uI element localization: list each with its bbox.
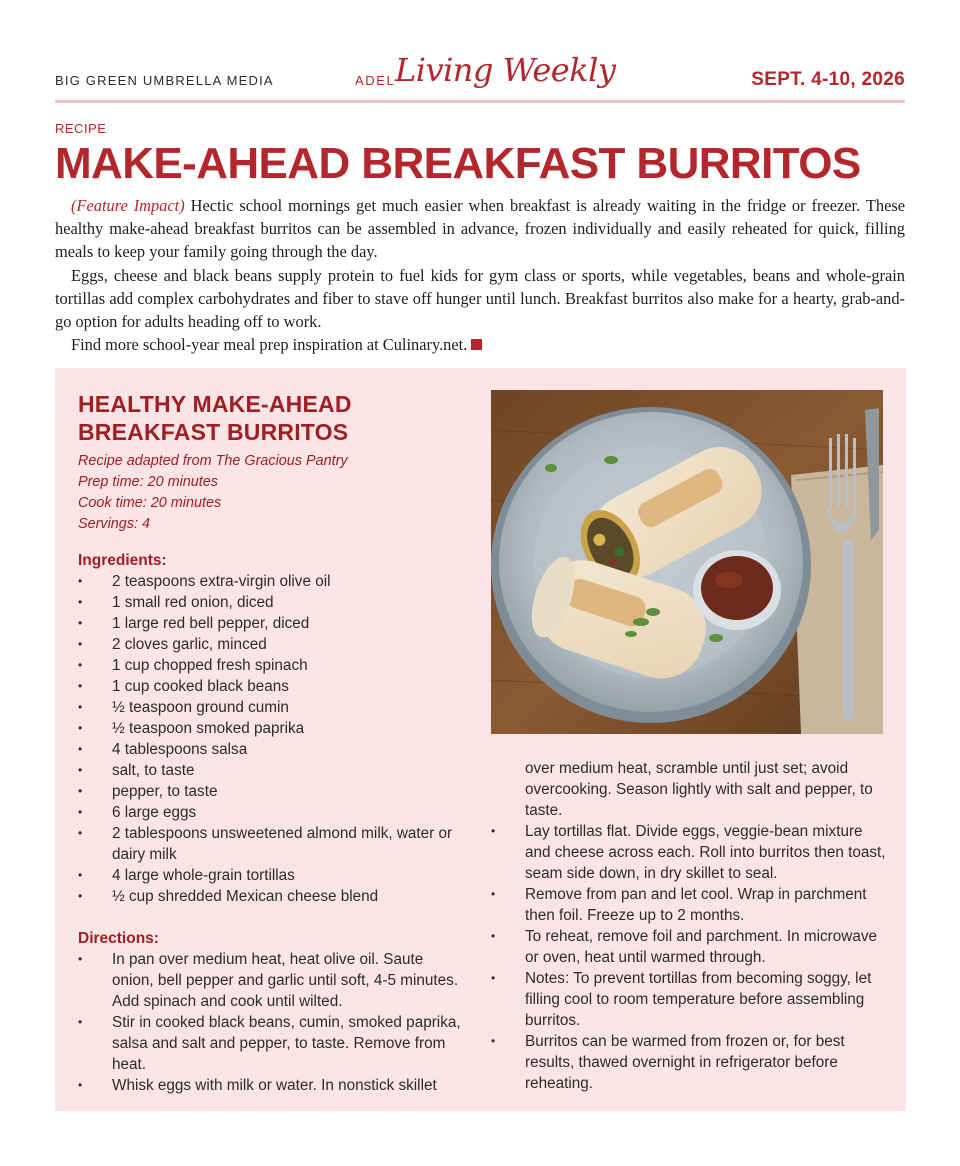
cook-time: Cook time: 20 minutes [78,495,222,511]
ingredient-item: • 2 cloves garlic, minced [78,634,468,655]
ingredient-item: • 4 tablespoons salsa [78,739,468,760]
direction-step: • Remove from pan and let cool. Wrap in parchment then foil. Freeze up to 2 months. [491,884,886,926]
ingredients-list [78,571,468,907]
issue-date: SEPT. 4-10, 2026 [751,69,905,90]
ingredients-heading: Ingredients: [78,552,167,569]
direction-step: • Notes: To prevent tortillas from becoming soggy, let filling cool to room temperature before assembling burritos. [491,968,886,1031]
ingredient-item: • ½ cup shredded Mexican cheese blend [78,886,468,907]
ingredient-item: • 1 cup chopped fresh spinach [78,655,468,676]
intro-paragraph-3: Find more school-year meal prep inspiration at Culinary.net. [55,333,905,356]
article-credit: (Feature Impact) [71,196,185,215]
ingredient-item: • 2 tablespoons unsweetened almond milk, water or dairy milk [78,823,468,865]
ingredient-item: • 1 large red bell pepper, diced [78,613,468,634]
section-kicker: RECIPE [55,121,107,136]
intro-paragraph-2: Eggs, cheese and black beans supply protein to fuel kids for gym class or sports, while vegetables, beans and whole-grain tortillas add complex carbohydrates and fiber to stave off hunger until lunch. Breakfast burritos also make for a hearty, grab-and-go option for adults heading off to work. [55,265,905,332]
publisher-name: BIG GREEN UMBRELLA MEDIA [55,73,274,88]
recipe-meta [78,451,348,535]
ingredient-item: • 2 teaspoons extra-virgin olive oil [78,571,468,592]
masthead-divider [55,100,905,103]
ingredient-item: • ½ teaspoon smoked paprika [78,718,468,739]
masthead [55,51,905,105]
ingredient-item: • salt, to taste [78,760,468,781]
direction-step: • Whisk eggs with milk or water. In nonstick skillet [78,1075,468,1096]
burrito-photo [491,390,883,734]
ingredient-item: • 6 large eggs [78,802,468,823]
recipe-panel [55,368,906,1111]
prep-time: Prep time: 20 minutes [78,474,218,490]
intro-paragraph-1: (Feature Impact) Hectic school mornings get much easier when breakfast is already waiting in the fridge or freezer. These healthy make-ahead breakfast burritos can be assembled in advance, frozen individually and easily reheated for quick, filling meals to keep your family going through the day. [55,196,905,262]
directions-list-left [78,949,468,1096]
direction-step: • Lay tortillas flat. Divide eggs, veggie-bean mixture and cheese across each. Roll into burritos then toast, seam side down, in dry skillet to seal. [491,821,886,884]
ingredient-item: • ½ teaspoon ground cumin [78,697,468,718]
end-mark-icon [471,339,482,350]
burrito-plate-image [491,390,883,734]
paper-script-logo: Living Weekly [395,51,616,89]
recipe-title: HEALTHY MAKE-AHEAD BREAKFAST BURRITOS [78,391,352,445]
ingredient-item: • 1 cup cooked black beans [78,676,468,697]
ingredient-item: • 4 large whole-grain tortillas [78,865,468,886]
ingredient-item: • pepper, to taste [78,781,468,802]
direction-step: • In pan over medium heat, heat olive oil. Saute onion, bell pepper and garlic until soft, 4-5 minutes. Add spinach and cook until wilted. [78,949,468,1012]
direction-step: over medium heat, scramble until just set; avoid overcooking. Season lightly with salt and pepper, to taste. [525,760,873,819]
article-headline: MAKE-AHEAD BREAKFAST BURRITOS [55,139,861,188]
paper-city: ADEL [355,73,396,88]
article-body [55,194,905,356]
direction-step: • Stir in cooked black beans, cumin, smoked paprika, salsa and salt and pepper, to taste. Remove from heat. [78,1012,468,1075]
directions-heading: Directions: [78,930,159,947]
direction-step: • Burritos can be warmed from frozen or, for best results, thawed overnight in refrigerator before reheating. [491,1031,886,1094]
servings: Servings: 4 [78,516,150,532]
direction-step: • To reheat, remove foil and parchment. In microwave or oven, heat until warmed through. [491,926,886,968]
recipe-source: Recipe adapted from The Gracious Pantry [78,453,348,469]
ingredient-item: • 1 small red onion, diced [78,592,468,613]
directions-list-right [491,758,886,1094]
